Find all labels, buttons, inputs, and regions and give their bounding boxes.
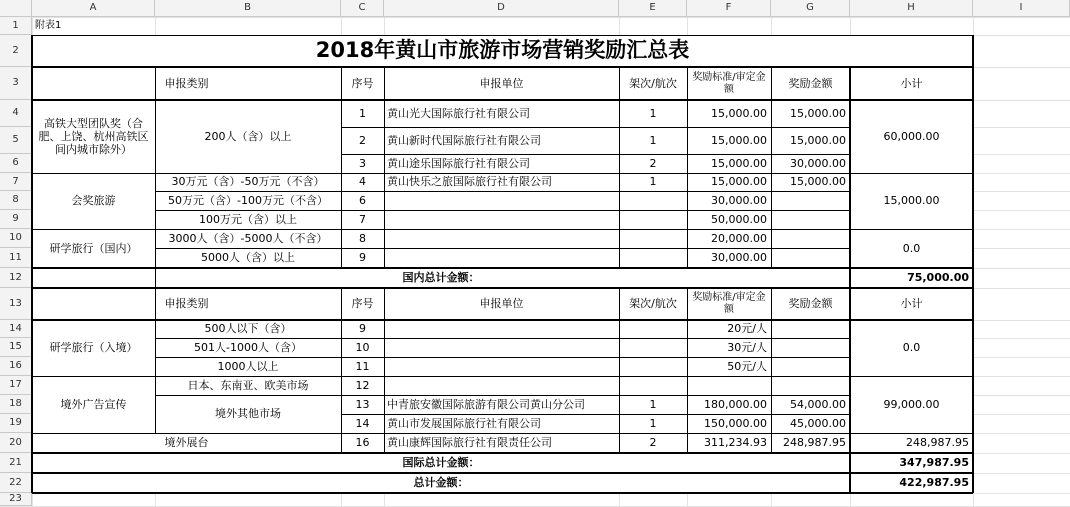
trips-cell[interactable] (619, 191, 687, 210)
trips-cell[interactable]: 1 (619, 100, 687, 127)
border-line (32, 319, 973, 321)
standard-cell[interactable]: 50,000.00 (687, 210, 771, 229)
subcategory-cell[interactable]: 500人以下（含） (155, 320, 341, 338)
category-study-inbound[interactable]: 研学旅行（入境） (32, 320, 155, 376)
header-category[interactable]: 申报类别 (32, 67, 341, 100)
border-line (155, 67, 156, 433)
subcategory-cell[interactable]: 100万元（含）以上 (155, 210, 341, 229)
border-line (619, 67, 620, 268)
standard-cell[interactable]: 311,234.93 (687, 433, 771, 453)
standard-cell[interactable]: 180,000.00 (687, 395, 771, 414)
seq-cell[interactable]: 7 (341, 210, 384, 229)
subcategory-rail[interactable]: 200人（含）以上 (155, 100, 341, 173)
seq-cell[interactable]: 12 (341, 376, 384, 395)
row-header-11[interactable]: 11 (0, 248, 32, 268)
header-seq[interactable]: 序号 (341, 67, 384, 100)
border-line (341, 248, 850, 249)
amount-cell[interactable]: 15,000.00 (771, 173, 850, 191)
seq-cell[interactable]: 1 (341, 100, 384, 127)
amount-cell[interactable] (771, 210, 850, 229)
amount-cell[interactable]: 45,000.00 (771, 414, 850, 433)
standard-cell[interactable]: 30元/人 (687, 338, 771, 357)
border-line (619, 288, 620, 453)
subcategory-other-markets[interactable]: 境外其他市场 (155, 395, 341, 433)
amount-cell[interactable] (771, 376, 850, 395)
row-header-5[interactable]: 5 (0, 127, 32, 154)
border-line (341, 288, 342, 453)
header-subtotal[interactable]: 小计 (850, 288, 973, 320)
unit-cell[interactable]: 黄山新时代国际旅行社有限公司 (384, 127, 619, 154)
border-line (31, 35, 33, 493)
row-header-18[interactable]: 18 (0, 395, 32, 414)
border-line (32, 99, 973, 101)
border-line (341, 395, 850, 396)
row-header-19[interactable]: 19 (0, 414, 32, 433)
unit-cell[interactable]: 黄山途乐国际旅行社有限公司 (384, 154, 619, 173)
trips-cell[interactable] (619, 229, 687, 248)
seq-cell[interactable]: 9 (341, 320, 384, 338)
border-line (155, 357, 341, 358)
border-line (341, 191, 850, 192)
column-header-B[interactable]: B (155, 0, 341, 17)
column-header-G[interactable]: G (771, 0, 850, 17)
amount-cell[interactable] (771, 248, 850, 268)
trips-cell[interactable] (619, 357, 687, 376)
amount-cell[interactable] (771, 229, 850, 248)
subcategory-cell[interactable]: 50万元（含）-100万元（不含） (155, 191, 341, 210)
subtotal-study-inbound[interactable]: 0.0 (850, 320, 973, 376)
border-line (850, 173, 973, 174)
subtotal-study-domestic[interactable]: 0.0 (850, 229, 973, 268)
border-line (771, 67, 772, 268)
row-header-15[interactable]: 15 (0, 338, 32, 357)
header-amount[interactable]: 奖励金额 (771, 67, 850, 100)
header-trips[interactable]: 架次/航次 (619, 67, 687, 100)
border-line (32, 492, 973, 494)
standard-cell[interactable]: 20元/人 (687, 320, 771, 338)
row-header-17[interactable]: 17 (0, 376, 32, 395)
border-line (341, 414, 850, 415)
trips-cell[interactable]: 1 (619, 395, 687, 414)
column-header-D[interactable]: D (384, 0, 619, 17)
border-line (849, 67, 851, 493)
border-line (341, 376, 850, 377)
domestic-total-value[interactable]: 75,000.00 (850, 268, 973, 288)
subcategory-cell[interactable]: 5000人（含）以上 (155, 248, 341, 268)
category-overseas-ad[interactable]: 境外广告宣传 (32, 376, 155, 433)
trips-cell[interactable]: 1 (619, 127, 687, 154)
unit-cell[interactable] (384, 338, 619, 357)
border-line (850, 229, 973, 230)
trips-cell[interactable]: 2 (619, 433, 687, 453)
border-line (32, 173, 341, 174)
header-trips[interactable]: 架次/航次 (619, 288, 687, 320)
column-header-I[interactable]: I (973, 0, 1070, 17)
unit-cell[interactable]: 黄山康辉国际旅行社有限责任公司 (384, 433, 619, 453)
unit-cell[interactable] (384, 320, 619, 338)
seq-cell[interactable]: 6 (341, 191, 384, 210)
border-line (32, 229, 341, 230)
header-unit[interactable]: 申报单位 (384, 67, 619, 100)
row-header-21[interactable]: 21 (0, 453, 32, 473)
subtotal-mice[interactable]: 15,000.00 (850, 173, 973, 229)
row-header-23[interactable]: 23 (0, 493, 32, 506)
international-total-value[interactable]: 347,987.95 (850, 453, 973, 473)
unit-cell[interactable] (384, 191, 619, 210)
border-line (32, 452, 973, 454)
seq-cell[interactable]: 9 (341, 248, 384, 268)
unit-cell[interactable] (384, 210, 619, 229)
amount-cell[interactable]: 15,000.00 (771, 127, 850, 154)
border-line (771, 288, 772, 453)
border-line (341, 154, 850, 155)
border-line (155, 395, 341, 396)
border-line (155, 210, 341, 211)
header-standard[interactable]: 奖励标准/审定金额 (687, 288, 771, 320)
unit-cell[interactable] (384, 229, 619, 248)
border-line (32, 267, 973, 269)
trips-cell[interactable]: 1 (619, 173, 687, 191)
unit-cell[interactable]: 黄山快乐之旅国际旅行社有限公司 (384, 173, 619, 191)
standard-cell[interactable] (687, 376, 771, 395)
sheet-title[interactable]: 2018年黄山市旅游市场营销奖励汇总表 (32, 35, 973, 67)
standard-cell[interactable]: 150,000.00 (687, 414, 771, 433)
row-header-9[interactable]: 9 (0, 210, 32, 229)
row-header-8[interactable]: 8 (0, 191, 32, 210)
trips-cell[interactable]: 2 (619, 154, 687, 173)
gridline (0, 17, 1070, 18)
amount-cell[interactable] (771, 357, 850, 376)
row-header-1[interactable]: 1 (0, 17, 32, 35)
unit-cell[interactable] (384, 248, 619, 268)
standard-cell[interactable]: 50元/人 (687, 357, 771, 376)
seq-cell[interactable]: 8 (341, 229, 384, 248)
header-standard[interactable]: 奖励标准/审定金额 (687, 67, 771, 100)
column-header-E[interactable]: E (619, 0, 687, 17)
trips-cell[interactable] (619, 210, 687, 229)
row-header-20[interactable]: 20 (0, 433, 32, 453)
standard-cell[interactable]: 15,000.00 (687, 127, 771, 154)
border-line (850, 433, 973, 434)
subtotal-overseas-expo[interactable]: 248,987.95 (850, 433, 973, 453)
row-header-3[interactable]: 3 (0, 67, 32, 100)
subtotal-rail[interactable]: 60,000.00 (850, 100, 973, 173)
header-subtotal[interactable]: 小计 (850, 67, 973, 100)
column-header-C[interactable]: C (341, 0, 384, 17)
row-header-16[interactable]: 16 (0, 357, 32, 376)
trips-cell[interactable] (619, 320, 687, 338)
column-header-H[interactable]: H (850, 0, 973, 17)
column-header-A[interactable]: A (32, 0, 155, 17)
row-header-2[interactable]: 2 (0, 35, 32, 67)
subcategory-cell[interactable]: 30万元（含）-50万元（不含） (155, 173, 341, 191)
border-line (850, 376, 973, 377)
domestic-total-label[interactable]: 国内总计金额： (32, 268, 850, 288)
unit-cell[interactable]: 黄山市发展国际旅行社有限公司 (384, 414, 619, 433)
border-line (155, 338, 341, 339)
header-seq[interactable]: 序号 (341, 288, 384, 320)
header-category[interactable]: 申报类别 (32, 288, 341, 320)
trips-cell[interactable]: 1 (619, 414, 687, 433)
standard-cell[interactable]: 15,000.00 (687, 154, 771, 173)
subcategory-cell[interactable]: 1000人以上 (155, 357, 341, 376)
border-line (687, 67, 688, 268)
amount-cell[interactable]: 248,987.95 (771, 433, 850, 453)
column-header-F[interactable]: F (687, 0, 771, 17)
amount-cell[interactable] (771, 320, 850, 338)
row-header-10[interactable]: 10 (0, 229, 32, 248)
amount-cell[interactable] (771, 191, 850, 210)
border-line (341, 210, 850, 211)
border-line (32, 433, 341, 434)
border-line (341, 433, 342, 453)
standard-cell[interactable]: 15,000.00 (687, 173, 771, 191)
subcategory-cell[interactable]: 3000人（含）-5000人（不含） (155, 229, 341, 248)
seq-cell[interactable]: 4 (341, 173, 384, 191)
amount-cell[interactable] (771, 338, 850, 357)
border-line (341, 357, 850, 358)
seq-cell[interactable]: 3 (341, 154, 384, 173)
subcategory-cell[interactable]: 501人-1000人（含） (155, 338, 341, 357)
border-line (32, 66, 973, 68)
unit-cell[interactable] (384, 376, 619, 395)
grand-total-label[interactable]: 总计金额： (32, 473, 850, 493)
border-line (341, 127, 850, 128)
border-line (32, 472, 973, 474)
border-line (384, 288, 385, 453)
border-line (687, 288, 688, 453)
amount-cell[interactable]: 15,000.00 (771, 100, 850, 127)
subtotal-overseas-ad[interactable]: 99,000.00 (850, 376, 973, 433)
standard-cell[interactable]: 30,000.00 (687, 248, 771, 268)
trips-cell[interactable] (619, 338, 687, 357)
border-line (341, 67, 342, 268)
seq-cell[interactable]: 11 (341, 357, 384, 376)
row-header-4[interactable]: 4 (0, 100, 32, 127)
trips-cell[interactable] (619, 248, 687, 268)
category-study-domestic[interactable]: 研学旅行（国内） (32, 229, 155, 268)
seq-cell[interactable]: 16 (341, 433, 384, 453)
seq-cell[interactable]: 2 (341, 127, 384, 154)
unit-cell[interactable]: 黄山光大国际旅行社有限公司 (384, 100, 619, 127)
border-line (341, 433, 850, 434)
row-header-22[interactable]: 22 (0, 473, 32, 493)
border-line (341, 173, 850, 174)
border-line (384, 67, 385, 268)
category-rail[interactable]: 高铁大型团队奖（合肥、上饶、杭州高铁区间内城市除外） (32, 100, 155, 173)
amount-cell[interactable]: 30,000.00 (771, 154, 850, 173)
grand-total-value[interactable]: 422,987.95 (850, 473, 973, 493)
row-header-12[interactable]: 12 (0, 268, 32, 288)
border-line (32, 287, 973, 289)
border-line (155, 248, 341, 249)
unit-cell[interactable]: 中青旅安徽国际旅游有限公司黄山分公司 (384, 395, 619, 414)
trips-cell[interactable] (619, 376, 687, 395)
seq-cell[interactable]: 13 (341, 395, 384, 414)
select-all-corner[interactable] (0, 0, 32, 17)
border-line (32, 35, 973, 36)
note-label[interactable]: 附表1 (35, 20, 62, 31)
border-line (155, 191, 341, 192)
standard-cell[interactable]: 15,000.00 (687, 100, 771, 127)
amount-cell[interactable]: 54,000.00 (771, 395, 850, 414)
seq-cell[interactable]: 14 (341, 414, 384, 433)
subcategory-cell[interactable]: 日本、东南亚、欧美市场 (155, 376, 341, 395)
border-line (341, 338, 850, 339)
international-total-label[interactable]: 国际总计金额： (32, 453, 850, 473)
unit-cell[interactable] (384, 357, 619, 376)
border-line (972, 35, 974, 493)
standard-cell[interactable]: 30,000.00 (687, 191, 771, 210)
row-header-6[interactable]: 6 (0, 154, 32, 173)
border-line (341, 229, 850, 230)
row-header-7[interactable]: 7 (0, 173, 32, 191)
category-mice[interactable]: 会奖旅游 (32, 173, 155, 229)
header-unit[interactable]: 申报单位 (384, 288, 619, 320)
seq-cell[interactable]: 10 (341, 338, 384, 357)
standard-cell[interactable]: 20,000.00 (687, 229, 771, 248)
row-header-14[interactable]: 14 (0, 320, 32, 338)
category-overseas-expo[interactable]: 境外展台 (32, 433, 341, 453)
row-header-13[interactable]: 13 (0, 288, 32, 320)
header-amount[interactable]: 奖励金额 (771, 288, 850, 320)
border-line (32, 376, 341, 377)
